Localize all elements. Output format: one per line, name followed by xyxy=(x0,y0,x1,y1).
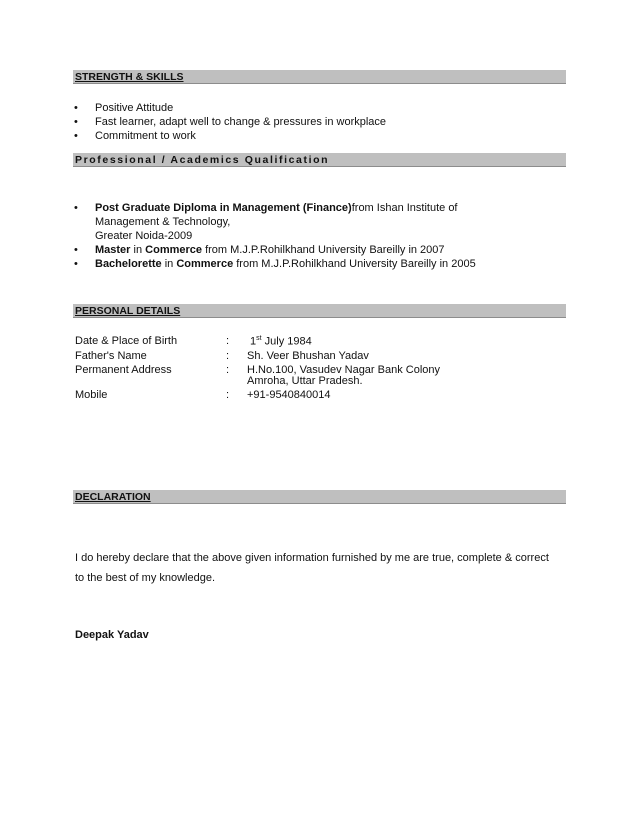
colon: : xyxy=(226,389,230,401)
address-line-1: H.No.100, Vasudev Nagar Bank Colony xyxy=(247,364,441,376)
declaration-text: I do hereby declare that the above given information furnished by me are true, complete & correct to the best of my knowledge. xyxy=(75,552,549,584)
section-header-declaration xyxy=(73,490,566,504)
bullet-icon: • xyxy=(74,102,78,114)
father-label: Father's Name xyxy=(75,350,147,362)
list-item: • Bachelorette in Commerce from M.J.P.Rohilkhand University Bareilly in 2005 xyxy=(74,258,476,270)
bullet-icon: • xyxy=(74,244,78,256)
bullet-icon: • xyxy=(74,116,78,128)
list-item: • Post Graduate Diploma in Management (Finance)from Ishan Institute of Management & Technology, Greater Noida-2009 xyxy=(74,202,458,242)
bullet-icon: • xyxy=(74,202,78,214)
list-item: • Fast learner, adapt well to change & pressures in workplace xyxy=(74,116,387,128)
colon: : xyxy=(226,364,230,376)
section-header-qualification xyxy=(73,153,566,167)
qualification-list xyxy=(73,201,553,271)
address-line-2: Amroha, Uttar Pradesh. xyxy=(247,375,363,387)
skills-list xyxy=(73,101,553,143)
bullet-icon: • xyxy=(74,258,78,270)
section-title: PERSONAL DETAILS xyxy=(75,305,181,317)
list-item: • Master in Commerce from M.J.P.Rohilkhand University Bareilly in 2007 xyxy=(74,244,445,256)
section-header-skills xyxy=(73,70,566,84)
section-title: DECLARATION xyxy=(75,491,151,503)
section-title: STRENGTH & SKILLS xyxy=(75,71,184,83)
dob-label: Date & Place of Birth xyxy=(75,335,178,347)
list-item: • Commitment to work xyxy=(74,130,196,142)
section-header-personal xyxy=(73,304,566,318)
mobile-value: +91-9540840014 xyxy=(247,389,331,401)
section-title: Professional / Academics Qualification xyxy=(75,154,330,166)
father-value: Sh. Veer Bhushan Yadav xyxy=(247,350,369,362)
colon: : xyxy=(226,335,230,347)
address-label: Permanent Address xyxy=(75,364,172,376)
list-item: • Positive Attitude xyxy=(74,102,174,114)
dob-value: 1st July 1984 xyxy=(250,335,312,348)
bullet-icon: • xyxy=(74,130,78,142)
signature-name: Deepak Yadav xyxy=(75,629,149,641)
colon: : xyxy=(226,350,230,362)
mobile-label: Mobile xyxy=(75,389,108,401)
